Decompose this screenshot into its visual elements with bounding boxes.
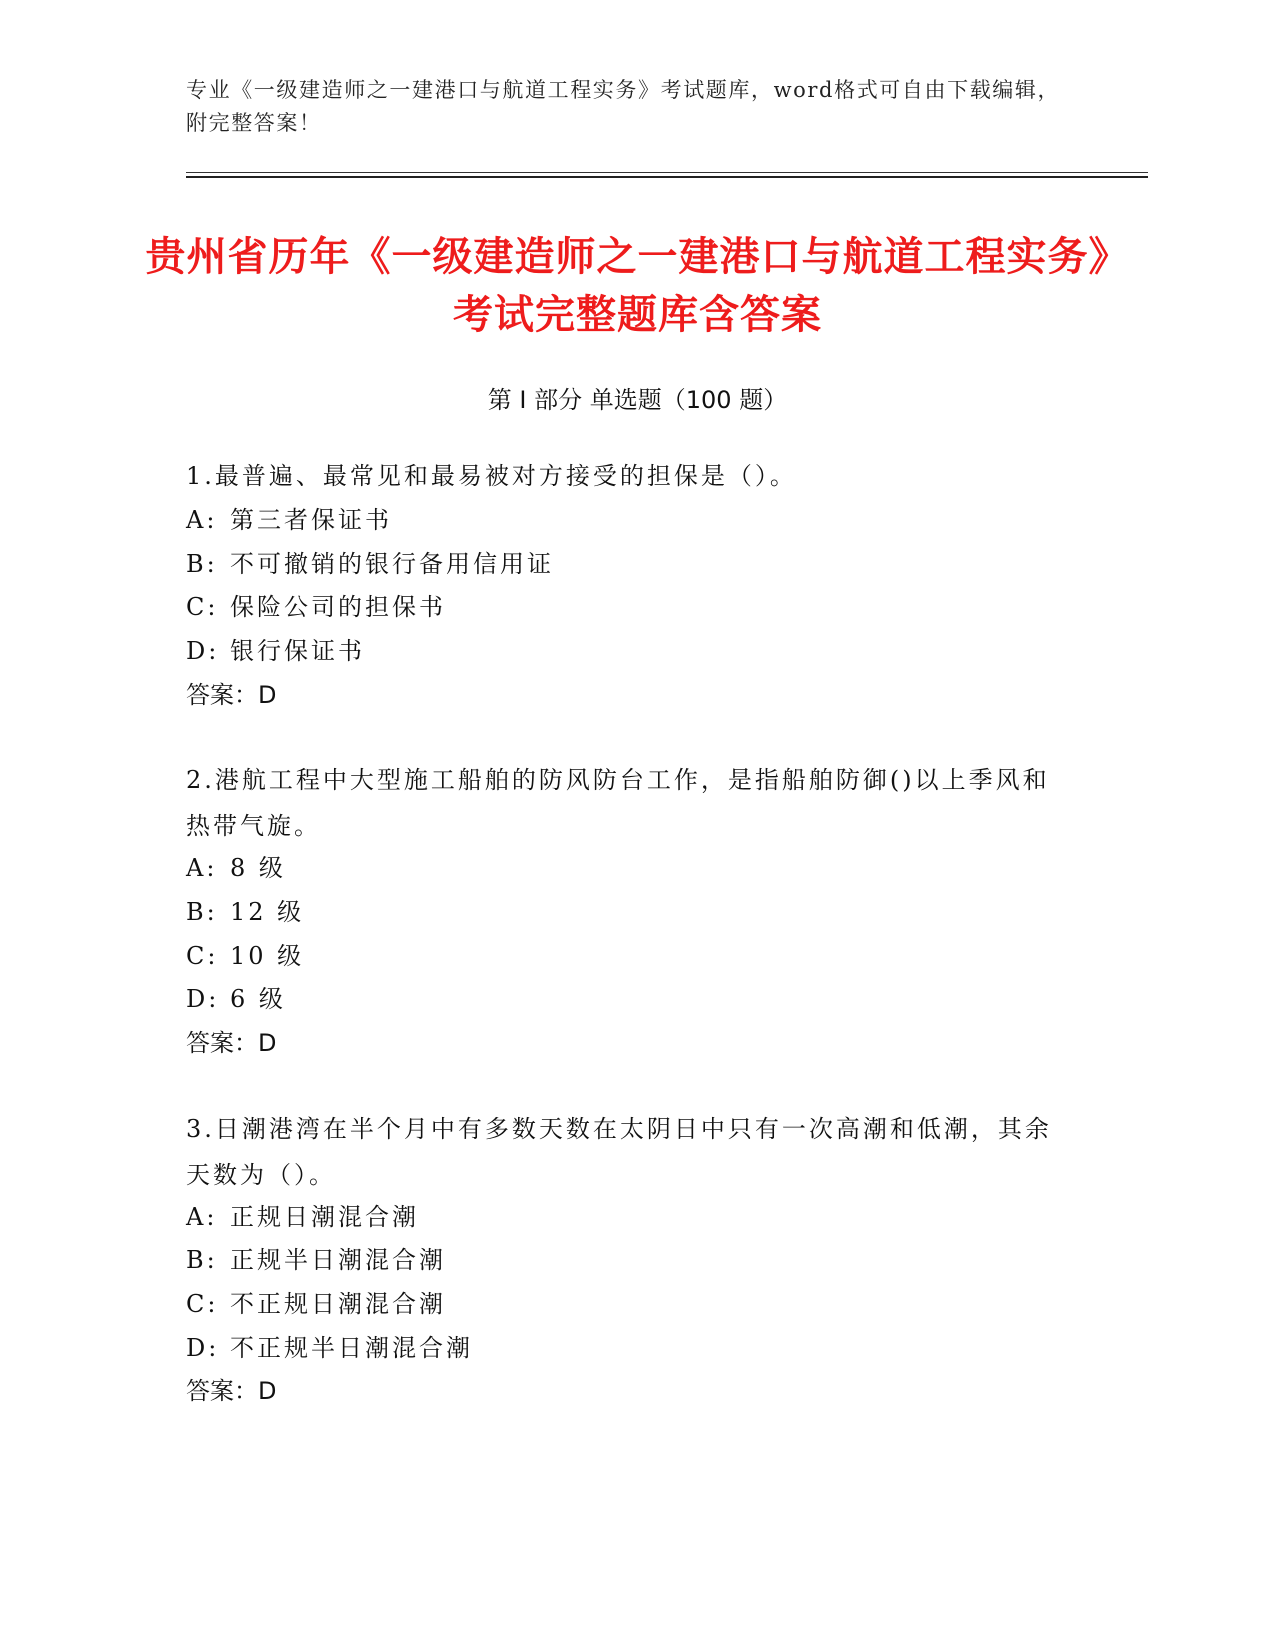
question-1-option-c	[186, 591, 446, 623]
option-key: C:	[186, 593, 219, 621]
question-3-option-a	[186, 1201, 419, 1233]
question-2-text: 2.港航工程中大型施工船舶的防风防台工作，是指船舶防御()以上季风和热带气旋。	[186, 766, 1050, 840]
header-divider-thin	[186, 172, 1148, 173]
question-3-option-d	[186, 1332, 473, 1364]
option-key: B:	[186, 550, 218, 578]
option-text: 8 级	[230, 854, 286, 882]
question-3-option-b	[186, 1244, 446, 1276]
option-text: 保险公司的担保书	[230, 593, 446, 621]
question-2-option-a	[186, 852, 286, 884]
option-text: 10 级	[230, 942, 305, 970]
question-1-option-b	[186, 548, 554, 580]
header-divider-thick	[186, 176, 1148, 178]
question-2-option-c	[186, 940, 304, 972]
question-3-answer: 答案：D	[186, 1377, 277, 1405]
header-note: 专业《一级建造师之一建港口与航道工程实务》考试题库，word格式可自由下载编辑，附完整答案！	[186, 78, 1061, 135]
option-text: 正规半日潮混合潮	[230, 1246, 446, 1274]
option-text: 正规日潮混合潮	[230, 1203, 419, 1231]
option-text: 6 级	[230, 985, 286, 1013]
option-text: 不正规半日潮混合潮	[230, 1334, 473, 1362]
option-key: A:	[186, 1203, 218, 1231]
question-1-text: 1.最普遍、最常见和最易被对方接受的担保是（）。	[186, 462, 797, 490]
option-text: 不可撤销的银行备用信用证	[230, 550, 554, 578]
question-1-answer: 答案：D	[186, 681, 277, 709]
option-key: C:	[186, 1290, 219, 1318]
option-key: A:	[186, 854, 218, 882]
option-key: A:	[186, 506, 218, 534]
section-heading: 第 I 部分 单选题（100 题）	[487, 386, 788, 414]
option-key: B:	[186, 898, 218, 926]
option-key: C:	[186, 942, 219, 970]
question-2-answer: 答案：D	[186, 1029, 277, 1057]
question-2-option-d	[186, 983, 286, 1015]
option-text: 银行保证书	[230, 637, 365, 665]
question-1-option-a	[186, 504, 392, 536]
option-key: D:	[186, 637, 220, 665]
option-key: B:	[186, 1246, 218, 1274]
option-text: 不正规日潮混合潮	[230, 1290, 446, 1318]
option-key: D:	[186, 985, 220, 1013]
question-3-text: 3.日潮港湾在半个月中有多数天数在太阴日中只有一次高潮和低潮，其余天数为（）。	[186, 1115, 1052, 1189]
option-key: D:	[186, 1334, 220, 1362]
option-text: 12 级	[230, 898, 305, 926]
option-text: 第三者保证书	[230, 506, 392, 534]
question-1-option-d	[186, 635, 365, 667]
document-title: 贵州省历年《一级建造师之一建港口与航道工程实务》考试完整题库含答案	[145, 234, 1130, 338]
question-3-option-c	[186, 1288, 446, 1320]
question-2-option-b	[186, 896, 304, 928]
